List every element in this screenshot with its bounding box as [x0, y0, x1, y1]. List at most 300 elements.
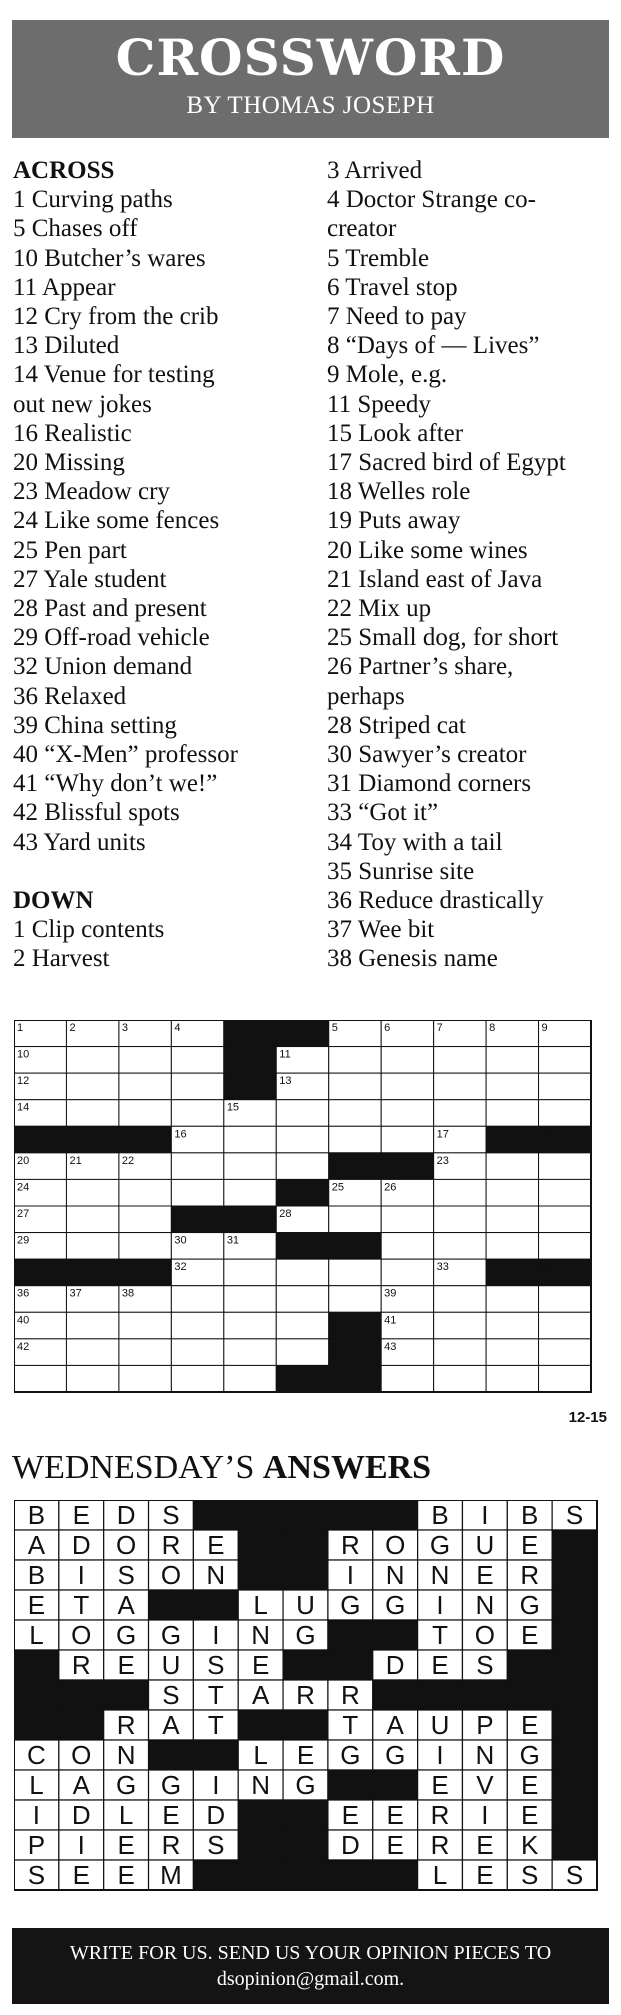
- cell-number: 36: [17, 1287, 30, 1300]
- black-square: [14, 1126, 66, 1153]
- answer-letter: N: [251, 1620, 271, 1650]
- black-square: [276, 1179, 328, 1206]
- black-square: [119, 1259, 171, 1286]
- grid-cell[interactable]: [539, 1100, 591, 1127]
- black-square: [238, 1530, 283, 1560]
- grid-cell[interactable]: [276, 1312, 328, 1339]
- answer-letter: S: [476, 1650, 494, 1680]
- black-square: [552, 1560, 597, 1590]
- black-square: [373, 1500, 418, 1530]
- black-square: [373, 1770, 418, 1800]
- across-clue: 32 Union demand: [13, 653, 193, 681]
- grid-cell[interactable]: [381, 1047, 433, 1074]
- grid-cell[interactable]: [171, 1312, 223, 1339]
- answer-letter: N: [385, 1560, 405, 1590]
- grid-cell[interactable]: [171, 1179, 223, 1206]
- answer-letter: S: [207, 1830, 225, 1860]
- answer-letter: E: [386, 1800, 404, 1830]
- cell-number: 2: [69, 1022, 76, 1034]
- grid-cell[interactable]: [171, 1100, 223, 1127]
- grid-cell[interactable]: [539, 1365, 591, 1392]
- down-clue: 17 Sacred bird of Egypt: [327, 449, 566, 477]
- cell-number: 5: [331, 1022, 338, 1034]
- grid-cell[interactable]: [434, 1365, 486, 1392]
- black-square: [329, 1153, 381, 1180]
- black-square: [283, 1830, 328, 1860]
- answer-letter: I: [212, 1620, 220, 1650]
- answer-letter: R: [520, 1560, 540, 1590]
- black-square: [328, 1770, 373, 1800]
- grid-cell[interactable]: [381, 1233, 433, 1260]
- answer-letter: V: [476, 1770, 494, 1800]
- black-square: [507, 1650, 552, 1680]
- grid-cell[interactable]: [66, 1233, 118, 1260]
- grid-cell[interactable]: [119, 1312, 171, 1339]
- across-clue: 36 Relaxed: [13, 682, 127, 710]
- answer-letter: N: [206, 1560, 226, 1590]
- answer-letter: E: [117, 1650, 135, 1680]
- black-square: [193, 1740, 238, 1770]
- footer-email[interactable]: dsopinion@gmail.com.: [216, 1968, 405, 1990]
- black-square: [276, 1233, 328, 1260]
- black-square: [373, 1620, 418, 1650]
- clues-left-column: [13, 156, 317, 973]
- black-square: [238, 1710, 283, 1740]
- grid-cell[interactable]: [329, 1126, 381, 1153]
- answer-letter: L: [253, 1740, 268, 1770]
- black-square: [14, 1680, 59, 1710]
- answers-heading-prefix: WEDNESDAY’S: [12, 1449, 263, 1486]
- grid-cell[interactable]: [329, 1047, 381, 1074]
- answer-letter: I: [212, 1770, 220, 1800]
- answer-letter: S: [162, 1500, 180, 1530]
- grid-cell[interactable]: [434, 1047, 486, 1074]
- answer-letter: G: [295, 1620, 316, 1650]
- black-square: [328, 1620, 373, 1650]
- answer-letter: E: [117, 1830, 135, 1860]
- cell-number: 20: [17, 1154, 30, 1167]
- grid-cell[interactable]: [539, 1206, 591, 1233]
- answer-letter: A: [251, 1680, 270, 1710]
- black-square: [329, 1312, 381, 1339]
- black-square: [14, 1259, 66, 1286]
- grid-cell[interactable]: [434, 1339, 486, 1366]
- answer-letter: G: [160, 1620, 182, 1650]
- black-square: [552, 1770, 597, 1800]
- down-clue: 3 Arrived: [327, 157, 423, 184]
- footer-line-1: WRITE FOR US. SEND US YOUR OPINION PIECES TO: [69, 1942, 552, 1964]
- down-clue: 31 Diamond corners: [327, 770, 532, 798]
- grid-cell[interactable]: [171, 1286, 223, 1313]
- grid-cell[interactable]: [276, 1286, 328, 1313]
- across-clue: 1 Curving paths: [13, 186, 173, 214]
- grid-cell[interactable]: [171, 1153, 223, 1180]
- puzzle-id: 12-15: [568, 1409, 607, 1426]
- across-heading: ACROSS: [13, 157, 115, 184]
- answer-letter: E: [521, 1620, 539, 1650]
- across-clue: 23 Meadow cry: [13, 478, 170, 506]
- answer-letter: G: [340, 1590, 361, 1620]
- grid-cell[interactable]: [66, 1179, 118, 1206]
- grid-cell[interactable]: [66, 1339, 118, 1366]
- answer-letter: G: [429, 1530, 451, 1560]
- answer-letter: E: [162, 1800, 180, 1830]
- answer-letter: G: [519, 1740, 540, 1770]
- across-clue: 12 Cry from the crib: [13, 303, 219, 331]
- black-square: [418, 1680, 463, 1710]
- answer-letter: U: [161, 1650, 181, 1680]
- down-clue: 18 Welles role: [327, 478, 471, 506]
- black-square: [552, 1590, 597, 1620]
- grid-cell[interactable]: [539, 1286, 591, 1313]
- black-square: [373, 1860, 418, 1890]
- grid-cell[interactable]: [539, 1233, 591, 1260]
- footer-banner: [12, 1928, 609, 2004]
- grid-cell[interactable]: [224, 1286, 276, 1313]
- down-clue: 5 Tremble: [327, 244, 430, 272]
- answer-letter: S: [27, 1860, 46, 1890]
- grid-cell[interactable]: [224, 1153, 276, 1180]
- down-clue: 19 Puts away: [327, 507, 461, 535]
- cell-number: 15: [226, 1101, 240, 1114]
- grid-cell[interactable]: [486, 1179, 538, 1206]
- grid-cell[interactable]: [539, 1339, 591, 1366]
- answer-letter: S: [565, 1860, 584, 1890]
- grid-cell[interactable]: [486, 1153, 538, 1180]
- answer-letter: R: [71, 1650, 91, 1680]
- crossword-grid-svg: [14, 1020, 605, 1406]
- black-square: [66, 1259, 118, 1286]
- grid-cell[interactable]: [119, 1339, 171, 1366]
- across-clue: 43 Yard units: [13, 828, 146, 856]
- answer-letter: R: [296, 1680, 315, 1710]
- cell-number: 26: [384, 1181, 397, 1194]
- grid-cell[interactable]: [119, 1100, 171, 1127]
- across-clue: 5 Chases off: [13, 215, 138, 243]
- answer-letter: I: [77, 1560, 85, 1590]
- answer-letter: D: [385, 1650, 405, 1680]
- answer-letter: P: [476, 1710, 494, 1740]
- grid-cell[interactable]: [434, 1312, 486, 1339]
- cell-number: 19: [541, 1128, 554, 1141]
- answer-letter: G: [385, 1590, 406, 1620]
- header-banner: [12, 20, 609, 138]
- answer-letter: O: [385, 1530, 406, 1560]
- black-square: [119, 1126, 171, 1153]
- down-clue: 37 Wee bit: [327, 916, 435, 944]
- cell-number: 42: [17, 1340, 30, 1353]
- grid-cell[interactable]: [276, 1339, 328, 1366]
- answer-letter: I: [481, 1800, 489, 1830]
- grid-cell[interactable]: [171, 1047, 223, 1074]
- answer-letter: E: [341, 1800, 360, 1830]
- spacer: [13, 857, 317, 886]
- cell-number: 38: [121, 1287, 135, 1300]
- across-clue: 42 Blissful spots: [13, 799, 180, 827]
- cell-number: 22: [121, 1154, 135, 1167]
- across-clue: 27 Yale student: [13, 565, 167, 593]
- cell-number: 13: [279, 1075, 292, 1088]
- down-clue: 38 Genesis name: [327, 945, 498, 973]
- grid-cell[interactable]: [276, 1259, 328, 1286]
- answer-letter: O: [160, 1560, 182, 1590]
- black-square: [149, 1740, 194, 1770]
- grid-cell[interactable]: [276, 1126, 328, 1153]
- grid-cell[interactable]: [224, 1365, 276, 1392]
- black-square: [328, 1860, 373, 1890]
- answer-letter: E: [27, 1590, 46, 1620]
- grid-cell[interactable]: [434, 1286, 486, 1313]
- grid-cell[interactable]: [486, 1233, 538, 1260]
- cell-number: 39: [384, 1287, 397, 1300]
- answer-letter: N: [430, 1560, 450, 1590]
- grid-cell[interactable]: [119, 1047, 171, 1074]
- down-clue: 6 Travel stop: [327, 273, 458, 301]
- black-square: [552, 1530, 597, 1560]
- black-square: [373, 1680, 418, 1710]
- down-clue: 25 Small dog, for short: [327, 624, 559, 652]
- grid-cell[interactable]: [66, 1206, 118, 1233]
- answer-letter: O: [474, 1620, 496, 1650]
- answer-letter: T: [207, 1680, 224, 1710]
- answer-letter: D: [206, 1800, 226, 1830]
- black-square: [238, 1800, 283, 1830]
- black-square: [193, 1860, 238, 1890]
- across-clue: 16 Realistic: [13, 419, 132, 447]
- grid-cell[interactable]: [14, 1365, 66, 1392]
- grid-cell[interactable]: [486, 1073, 538, 1100]
- grid-cell[interactable]: [171, 1073, 223, 1100]
- black-square: [552, 1800, 597, 1830]
- grid-cell[interactable]: [224, 1312, 276, 1339]
- cell-number: 11: [279, 1048, 291, 1061]
- down-clue: 11 Speedy: [327, 390, 431, 418]
- clues-right-column: [327, 156, 617, 974]
- answer-letter: E: [296, 1740, 315, 1770]
- answers-grid-svg: [14, 1500, 611, 1908]
- grid-cell[interactable]: [381, 1206, 433, 1233]
- cell-number: 37: [69, 1287, 82, 1300]
- cell-number: 25: [331, 1181, 344, 1194]
- black-square: [224, 1047, 276, 1074]
- grid-cell[interactable]: [171, 1365, 223, 1392]
- answer-letter: U: [430, 1710, 450, 1740]
- down-clue: 22 Mix up: [327, 595, 432, 623]
- black-square: [238, 1500, 283, 1530]
- grid-cell[interactable]: [329, 1073, 381, 1100]
- grid-cell[interactable]: [381, 1100, 433, 1127]
- down-clue: 33 “Got it”: [327, 799, 439, 827]
- cell-number: 27: [17, 1208, 30, 1220]
- answer-letter: L: [118, 1800, 134, 1830]
- answer-letter: R: [430, 1830, 450, 1860]
- across-clue: 14 Venue for testing: [13, 361, 215, 389]
- grid-cell[interactable]: [539, 1047, 591, 1074]
- byline: BY THOMAS JOSEPH: [186, 92, 435, 119]
- answer-letter: I: [481, 1500, 489, 1530]
- grid-cell[interactable]: [119, 1179, 171, 1206]
- across-clue: 25 Pen part: [13, 536, 127, 564]
- grid-cell[interactable]: [381, 1126, 433, 1153]
- down-clue: 34 Toy with a tail: [327, 828, 503, 856]
- black-square: [462, 1680, 507, 1710]
- cell-number: 7: [436, 1022, 443, 1034]
- grid-cell[interactable]: [486, 1047, 538, 1074]
- answer-letter: A: [386, 1710, 404, 1740]
- answer-letter: N: [251, 1770, 271, 1800]
- answer-letter: B: [27, 1560, 46, 1590]
- down-clue: 8 “Days of — Lives”: [327, 332, 540, 360]
- cell-number: 23: [436, 1154, 449, 1167]
- grid-cell[interactable]: [434, 1100, 486, 1127]
- black-square: [552, 1740, 597, 1770]
- grid-cell[interactable]: [434, 1179, 486, 1206]
- grid-cell[interactable]: [381, 1073, 433, 1100]
- black-square: [328, 1500, 373, 1530]
- grid-cell[interactable]: [539, 1073, 591, 1100]
- grid-cell[interactable]: [119, 1233, 171, 1260]
- across-clue: out new jokes: [13, 390, 152, 418]
- grid-cell[interactable]: [224, 1259, 276, 1286]
- across-clue: 24 Like some fences: [13, 507, 220, 535]
- cell-number: 40: [17, 1314, 30, 1327]
- answer-letter: T: [342, 1710, 359, 1740]
- answer-letter: S: [521, 1860, 539, 1890]
- answer-letter: S: [565, 1500, 584, 1530]
- grid-cell[interactable]: [329, 1206, 381, 1233]
- cell-number: 31: [226, 1234, 240, 1247]
- cell-number: 41: [384, 1314, 397, 1327]
- cell-number: 18: [489, 1128, 502, 1141]
- grid-cell[interactable]: [66, 1312, 118, 1339]
- answer-letter: R: [161, 1530, 181, 1560]
- grid-cell[interactable]: [486, 1312, 538, 1339]
- grid-cell[interactable]: [66, 1100, 118, 1127]
- black-square: [283, 1710, 328, 1740]
- grid-cell[interactable]: [539, 1153, 591, 1180]
- cell-number: 10: [17, 1048, 30, 1061]
- grid-cell[interactable]: [224, 1179, 276, 1206]
- cell-number: 21: [69, 1154, 82, 1167]
- answer-letter: A: [27, 1530, 46, 1560]
- answer-letter: N: [116, 1740, 136, 1770]
- grid-cell[interactable]: [276, 1100, 328, 1127]
- grid-cell[interactable]: [329, 1100, 381, 1127]
- cell-number: 35: [541, 1261, 554, 1274]
- down-clue: 35 Sunrise site: [327, 857, 475, 885]
- answer-letter: E: [521, 1530, 539, 1560]
- grid-cell[interactable]: [434, 1233, 486, 1260]
- black-square: [328, 1650, 373, 1680]
- answer-letter: R: [116, 1710, 136, 1740]
- answer-letter: L: [253, 1590, 268, 1620]
- grid-cell[interactable]: [66, 1047, 118, 1074]
- cell-number: 16: [174, 1128, 187, 1141]
- black-square: [238, 1860, 283, 1890]
- black-square: [224, 1206, 276, 1233]
- answer-letter: G: [519, 1590, 540, 1620]
- grid-cell[interactable]: [119, 1206, 171, 1233]
- answer-letter: L: [29, 1770, 44, 1800]
- answer-letter: T: [73, 1590, 90, 1620]
- across-clue: 29 Off-road vehicle: [13, 624, 210, 652]
- down-clue: 36 Reduce drastically: [327, 887, 544, 915]
- cell-number: 3: [121, 1022, 129, 1034]
- answer-letter: B: [521, 1500, 539, 1530]
- answer-letter: S: [117, 1560, 135, 1590]
- grid-cell[interactable]: [66, 1365, 118, 1392]
- answer-letter: G: [340, 1740, 361, 1770]
- grid-cell[interactable]: [119, 1073, 171, 1100]
- grid-cell[interactable]: [434, 1073, 486, 1100]
- grid-cell[interactable]: [171, 1339, 223, 1366]
- cell-number: 43: [384, 1340, 397, 1353]
- answers-heading: [12, 1448, 431, 1488]
- grid-cell[interactable]: [539, 1179, 591, 1206]
- black-square: [59, 1680, 104, 1710]
- grid-cell[interactable]: [381, 1259, 433, 1286]
- down-clue: 9 Mole, e.g.: [327, 361, 448, 389]
- answer-letter: N: [475, 1590, 495, 1620]
- answer-letter: D: [71, 1800, 91, 1830]
- grid-cell[interactable]: [486, 1206, 538, 1233]
- crossword-grid[interactable]: [14, 1020, 605, 1406]
- grid-cell[interactable]: [486, 1100, 538, 1127]
- down-clue: 1 Clip contents: [13, 916, 165, 944]
- cell-number: 32: [174, 1261, 187, 1274]
- grid-cell[interactable]: [276, 1153, 328, 1180]
- cell-number: 4: [174, 1022, 181, 1034]
- across-clue: 10 Butcher’s wares: [13, 244, 206, 272]
- answer-letter: G: [295, 1770, 316, 1800]
- cell-number: 9: [541, 1022, 548, 1034]
- grid-cell[interactable]: [66, 1073, 118, 1100]
- grid-cell[interactable]: [486, 1339, 538, 1366]
- down-clue: 30 Sawyer’s creator: [327, 741, 527, 769]
- page-title: CROSSWORD: [115, 28, 506, 87]
- answer-letter: I: [346, 1560, 354, 1590]
- down-clue: 26 Partner’s share,: [327, 653, 514, 681]
- grid-cell[interactable]: [486, 1286, 538, 1313]
- grid-cell[interactable]: [486, 1365, 538, 1392]
- down-clue: 2 Harvest: [13, 945, 110, 973]
- grid-cell[interactable]: [329, 1286, 381, 1313]
- grid-cell[interactable]: [329, 1259, 381, 1286]
- answer-letter: S: [162, 1680, 180, 1710]
- answer-letter: E: [476, 1830, 494, 1860]
- answer-letter: I: [436, 1740, 444, 1770]
- answer-letter: B: [27, 1500, 46, 1530]
- black-square: [552, 1830, 597, 1860]
- black-square: [329, 1233, 381, 1260]
- grid-cell[interactable]: [539, 1312, 591, 1339]
- grid-cell[interactable]: [224, 1126, 276, 1153]
- down-clue: 21 Island east of Java: [327, 565, 543, 593]
- answers-heading-bold: ANSWERS: [262, 1449, 432, 1486]
- answer-letter: S: [207, 1650, 225, 1680]
- answer-letter: T: [207, 1710, 224, 1740]
- grid-cell[interactable]: [119, 1365, 171, 1392]
- grid-cell[interactable]: [434, 1206, 486, 1233]
- answer-letter: E: [431, 1650, 449, 1680]
- grid-cell[interactable]: [224, 1339, 276, 1366]
- across-clue: 13 Diluted: [13, 332, 120, 360]
- answer-letter: R: [161, 1830, 181, 1860]
- answer-letter: A: [72, 1770, 90, 1800]
- grid-cell[interactable]: [381, 1365, 433, 1392]
- answer-letter: L: [432, 1860, 448, 1890]
- black-square: [552, 1620, 597, 1650]
